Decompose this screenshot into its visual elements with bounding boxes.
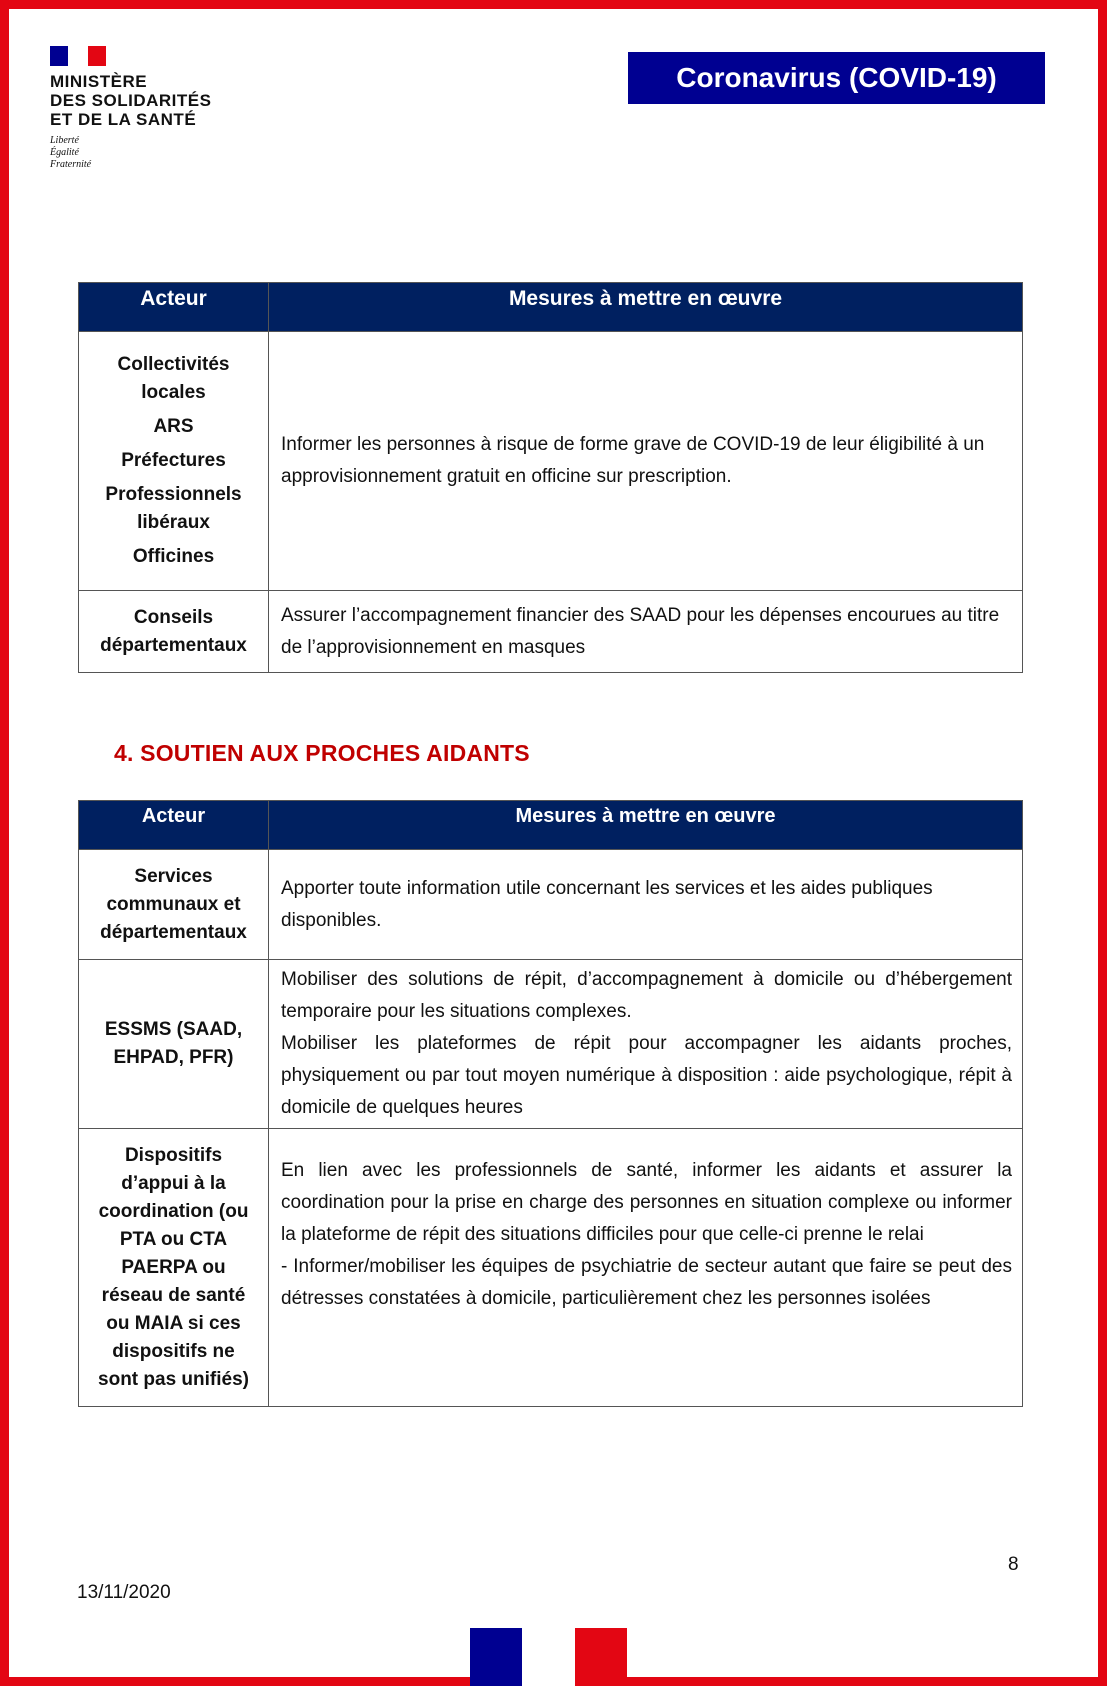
actor-cell	[79, 960, 269, 1129]
measure-text: Assurer l’accompagnement financier des SAAD pour les dépenses encourues au titre de l’approvisionnement en masques	[281, 604, 1000, 658]
marianne-emblem-icon	[470, 1628, 627, 1686]
actor-name: ESSMS (SAAD, EHPAD, PFR)	[104, 1019, 243, 1068]
column-header-measures: Mesures à mettre en œuvre	[269, 283, 1023, 332]
measure-text: Mobiliser les plateformes de répit pour accompagner les aidants proches, physiquement ou par tout moyen numérique à disposition : aide psychologique, répit à domicile de quelques heures	[281, 1033, 1012, 1118]
actor-name: Préfectures	[121, 450, 226, 471]
marianne-flag-icon	[50, 46, 106, 66]
table-row	[79, 960, 1023, 1129]
measure-cell	[269, 591, 1023, 673]
actor-name: Professionnels libéraux	[105, 484, 242, 533]
measures-table-1	[78, 282, 1023, 673]
measures-table-2	[78, 800, 1023, 1407]
actor-name: Conseils départementaux	[100, 606, 247, 656]
table-header-row	[79, 801, 1023, 850]
ministry-name: MINISTÈRE DES SOLIDARITÉS ET DE LA SANTÉ	[50, 72, 212, 129]
table-row	[79, 1129, 1023, 1407]
measure-cell	[269, 332, 1023, 591]
document-date: 13/11/2020	[77, 1582, 171, 1603]
republic-motto: Liberté Égalité Fraternité	[50, 135, 92, 170]
measure-text: - Informer/mobiliser les équipes de psychiatrie de secteur autant que faire se peut des détresses constatées à domicile, particulièrement chez les personnes isolées	[281, 1256, 1012, 1309]
column-header-actor: Acteur	[79, 283, 269, 332]
measure-text: En lien avec les professionnels de santé, informer les aidants et assurer la coordination pour la prise en charge des personnes en situation complexe ou informer la plateforme de répit des situations difficiles pour que celle-ci prenne le relai	[281, 1160, 1012, 1245]
actor-name: Services communaux et départementaux	[100, 865, 247, 943]
table-row	[79, 332, 1023, 591]
column-header-measures: Mesures à mettre en œuvre	[269, 801, 1023, 850]
measure-text: Informer les personnes à risque de forme grave de COVID-19 de leur éligibilité à un approvisionnement gratuit en officine sur prescription.	[281, 434, 985, 487]
actor-cell	[79, 850, 269, 960]
table-row	[79, 850, 1023, 960]
table-row	[79, 591, 1023, 673]
column-header-actor: Acteur	[79, 801, 269, 850]
actor-name: Dispositifs d’appui à la coordination (ou PTA ou CTA PAERPA ou réseau de santé ou MAIA si ces dispositifs ne sont pas unifiés)	[98, 1144, 249, 1390]
actor-name: Collectivités locales	[117, 354, 230, 403]
measure-cell	[269, 960, 1023, 1129]
actor-name: ARS	[153, 416, 194, 437]
actor-name: Officines	[132, 546, 215, 567]
table-header-row	[79, 283, 1023, 332]
ministry-logo	[50, 46, 250, 171]
actor-cell	[79, 332, 269, 591]
measure-cell	[269, 850, 1023, 960]
measure-cell	[269, 1129, 1023, 1407]
actor-cell	[79, 591, 269, 673]
page-number: 8	[1008, 1554, 1019, 1575]
covid-banner: Coronavirus (COVID-19)	[628, 52, 1045, 104]
measure-text: Mobiliser des solutions de répit, d’accompagnement à domicile ou d’hébergement temporaire pour les situations complexes.	[281, 969, 1012, 1022]
actor-cell	[79, 1129, 269, 1407]
measure-text: Apporter toute information utile concernant les services et les aides publiques disponibles.	[281, 877, 933, 931]
section-title: 4. SOUTIEN AUX PROCHES AIDANTS	[114, 740, 530, 766]
